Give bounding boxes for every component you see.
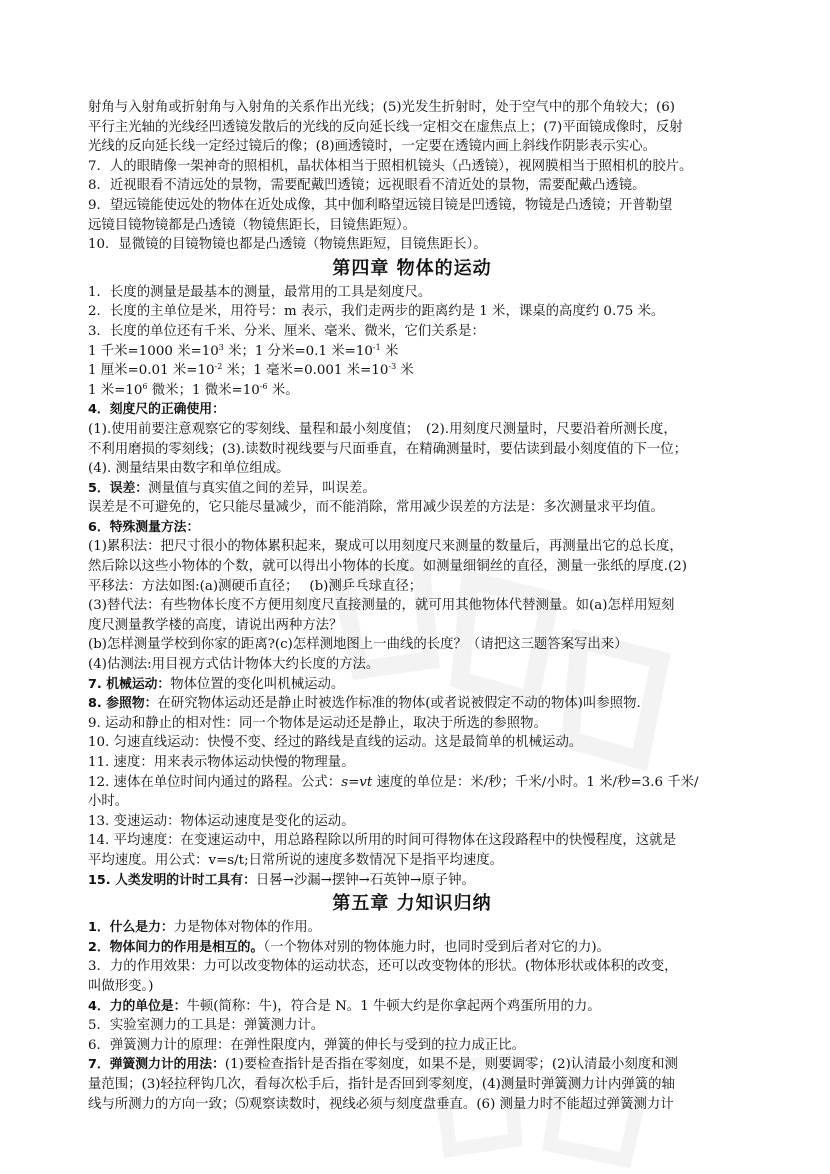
text-line: 6．弹簧测力计的原理：在弹性限度内，弹簧的伸长与受到的拉力成正比。 — [88, 1037, 526, 1053]
text-line: 3．长度的单位还有千米、分米、厘米、毫米、微米，它们关系是： — [88, 323, 485, 339]
section-heading: 6．特殊测量方法： — [88, 519, 200, 535]
text-line: 4．力的单位是：牛顿(简称：牛)，符合是 N。1 牛顿大约是你拿起两个鸡蛋所用的力。 — [88, 998, 601, 1014]
text-line: 误差是不可避免的，它只能尽量减少，而不能消除，常用减少误差的方法是：多次测量求平均值。 — [88, 500, 664, 516]
text-line: 2．长度的主单位是米，用符号：m 表示，我们走两步的距离约是 1 米，课桌的高度约 0.75 米。 — [88, 304, 665, 320]
chapter-5-title: 第五章 力知识归纳 — [332, 893, 492, 915]
text-line: 然后除以这些小物体的个数，就可以得出小物体的长度。如测量细铜丝的直径，测量一张纸的厚度.(2) — [88, 559, 688, 575]
text-line: 10. 匀速直线运动：快慢不变、经过的路线是直线的运动。这是最简单的机械运动。 — [88, 735, 583, 751]
text-line: (1)累积法：把尺寸很小的物体累积起来，聚成可以用刻度尺来测量的数量后，再测量出它的总长度， — [88, 539, 683, 555]
text-line: (4)估测法:用目视方式估计物体大约长度的方法。 — [88, 657, 380, 673]
unit-relation-line: 1 千米=1000 米$=10^3$ 米；1 分米=0.1 米$=10^{-1}$ 米 — [88, 342, 399, 359]
text-line: 9．望远镜能使远处的物体在近处成像，其中伽利略望远镜目镜是凹透镜，物镜是凸透镜；开普勒望 — [88, 197, 673, 213]
text-line: (4). 测量结果由数字和单位组成。 — [88, 461, 290, 477]
text-line: 7．人的眼睛像一架神奇的照相机，晶状体相当于照相机镜头（凸透镜），视网膜相当于照相机的胶片。 — [88, 158, 693, 174]
text-line: 15. 人类发明的计时工具有：日晷→沙漏→摆钟→石英钟→原子钟。 — [88, 872, 475, 888]
section-heading: 1．什么是力： — [88, 920, 174, 936]
text-line: 5．实验室测力的工具是：弹簧测力计。 — [88, 1018, 325, 1034]
text-line: 3．力的作用效果：力可以改变物体的运动状态，还可以改变物体的形状。(物体形状或体积的改变， — [88, 959, 678, 975]
section-heading: 5．误差： — [88, 480, 149, 496]
text-line: (b)怎样测量学校到你家的距离?(c)怎样测地图上一曲线的长度？（请把这三题答案写出来） — [88, 637, 628, 653]
text-line: 光线的反向延长线一定经过镜后的像；(8)画透镜时，一定要在透镜内画上斜线作阴影表示实心。 — [88, 139, 656, 155]
text-line: 度尺测量教学楼的高度，请说出两种方法？ — [88, 617, 343, 633]
text-line: 14. 平均速度：在变速运动中，用总路程除以所用的时间可得物体在这段路程中的快慢程度，这就是 — [88, 833, 676, 849]
text-line: 2．物体间力的作用是相互的。（一个物体对别的物体施力时，也同时受到后者对它的力)。 — [88, 939, 610, 955]
text-line: 9. 运动和静止的相对性：同一个物体是运动还是静止，取决于所选的参照物。 — [88, 715, 547, 731]
text-line: 10．显微镜的目镜物镜也都是凸透镜（物镜焦距短，目镜焦距长）。 — [88, 237, 487, 253]
text-line: 7．弹簧测力计的用法：(1)要检查指针是否指在零刻度，如果不是，则要调零；(2)认清最小刻度和测 — [88, 1057, 678, 1073]
text-line: 射角与入射角或折射角与入射角的关系作出光线；(5)光发生折射时，处于空气中的那个角较大；(6) — [88, 100, 675, 115]
chapter-4-title: 第四章 物体的运动 — [332, 257, 492, 279]
text-line: 远镜目镜物镜都是凸透镜（物镜焦距长，目镜焦距短）。 — [88, 217, 417, 233]
unit-relation-line: 1 米$=10^6$ 微米；1 微米$=10^{-6}$ 米。 — [88, 381, 299, 398]
document-page — [88, 98, 736, 1114]
formula: s=vt — [341, 774, 373, 790]
section-heading: 15. 人类发明的计时工具有： — [88, 872, 256, 888]
text-line: 7. 机械运动：物体位置的变化叫机械运动。 — [88, 676, 345, 692]
text-line: 量范围；(3)轻拉秤钩几次，看每次松手后，指针是否回到零刻度，(4)测量时弹簧测力计内弹簧的轴 — [88, 1076, 675, 1092]
text-line: (1).使用前要注意观察它的零刻线、量程和最小刻度值； (2).用刻度尺测量时，尺要沿着所测长度， — [88, 421, 677, 437]
section-heading: 7. 机械运动： — [88, 676, 171, 692]
section-heading: 4．刻度尺的正确使用： — [88, 402, 225, 418]
section-heading: 7．弹簧测力计的用法： — [88, 1057, 225, 1073]
text-line: 12. 速体在单位时间内通过的路程。公式：s=vt 速度的单位是：米/秒；千米/小时。1 米/秒=3.6 千米/ — [88, 774, 699, 790]
section-heading: 4．力的单位是： — [88, 998, 187, 1014]
text-line: 1．什么是力：力是物体对物体的作用。 — [88, 920, 321, 936]
text-line: 8．近视眼看不清远处的景物，需要配戴凹透镜；远视眼看不清近处的景物，需要配戴凸透镜。 — [88, 178, 646, 194]
section-heading: 8. 参照物： — [88, 696, 158, 712]
text-line: 13. 变速运动：物体运动速度是变化的运动。 — [88, 813, 355, 829]
text-line: 平行主光轴的光线经凹透镜发散后的光线的反向延长线一定相交在虚焦点上；(7)平面镜成像时，反射 — [88, 119, 683, 135]
section-heading: 2．物体间力的作用是相互的。 — [88, 939, 264, 955]
unit-relation-line: 1 厘米=0.01 米$=10^{-2}$ 米；1 毫米=0.001 米$=10^{-3}$ 米 — [88, 362, 414, 379]
text-line: 叫做形变。) — [88, 978, 154, 994]
text-line: 平移法：方法如图:(a)测硬币直径； (b)测乒乓球直径； — [88, 578, 423, 594]
text-line: 小时。 — [88, 794, 129, 810]
text-line: (3)替代法：有些物体长度不方便用刻度尺直接测量的，就可用其他物体代替测量。如(a)怎样用短刻 — [88, 598, 675, 614]
text-line: 1．长度的测量是最基本的测量，最常用的工具是刻度尺。 — [88, 284, 432, 300]
text-line: 不利用磨损的零刻线；(3).读数时视线要与尺面垂直，在精确测量时，要估读到最小刻度值的下一位； — [88, 441, 688, 457]
text-line: 11. 速度：用来表示物体运动快慢的物理量。 — [88, 755, 355, 770]
text-line: 平均速度。用公式：v=s/t;日常所说的速度多数情况下是指平均速度。 — [88, 852, 503, 868]
text-line: 5．误差：测量值与真实值之间的差异，叫误差。 — [88, 480, 376, 496]
text-line: 8. 参照物：在研究物体运动还是静止时被选作标准的物体(或者说被假定不动的物体)叫参照物. — [88, 696, 641, 712]
text-line: 线与所测力的方向一致；⑸观察读数时，视线必须与刻度盘垂直。(6) 测量力时不能超过弹簧测力计 — [88, 1096, 674, 1112]
